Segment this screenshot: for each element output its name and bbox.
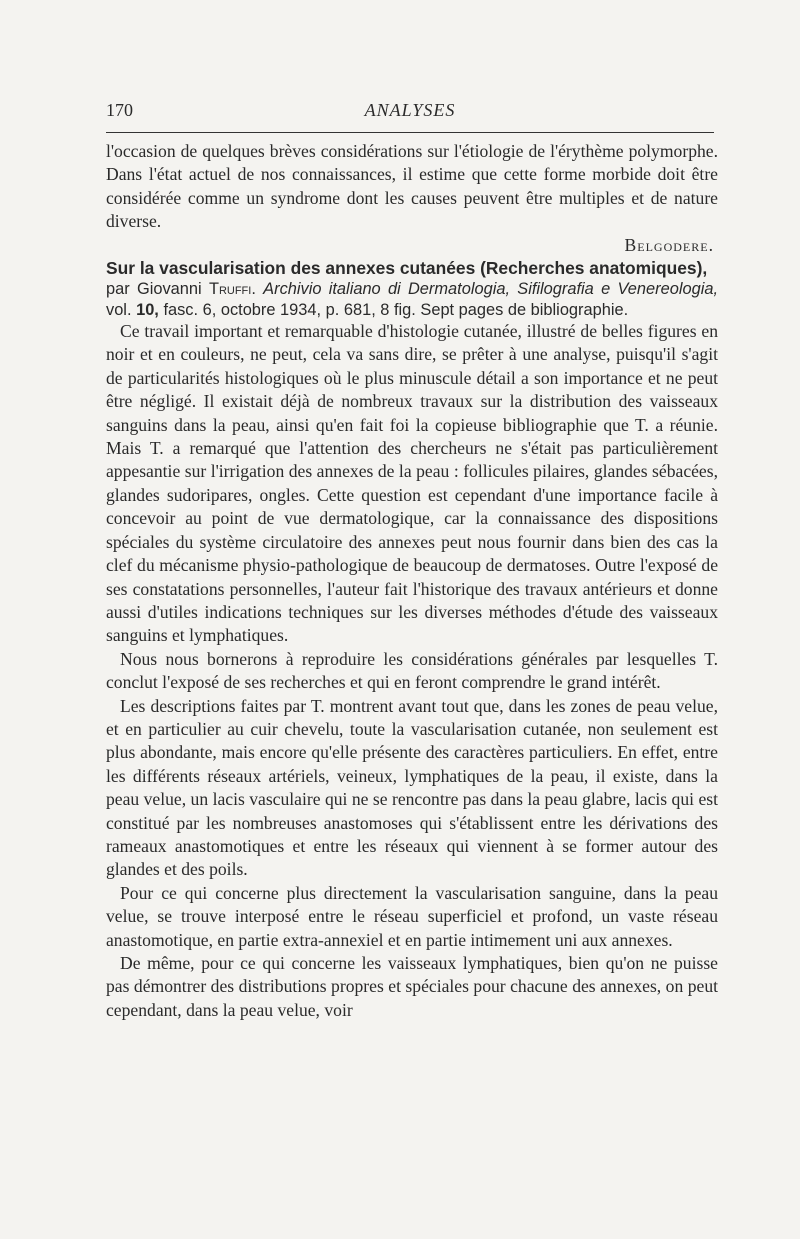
- page-number: 170: [106, 100, 133, 120]
- reviewer-signature: Belgodere.: [624, 234, 714, 255]
- body-paragraph-3: Les descriptions faites par T. montrent avant tout que, dans les zones de peau velue, et en particulier au cuir chevelu, toute la vascularisation cutanée, non seulement est plus abondante, mais encore qu'elle présente des caractères particuliers. En effet, entre les différents réseaux artériels, veineux, lymphatiques de la peau, il existe, dans la peau velue, un lacis vasculaire qui ne se rencontre pas dans la peau glabre, lacis qui est constitué par les nombreuses anastomoses qui s'établissent entre les dérivations des rameaux anastomotiques et entre les réseaux qui viennent à se former autour des glandes et des poils.: [106, 695, 718, 880]
- citation-journal: Archivio italiano di Dermatologia, Sifilografia e Venereologia,: [263, 280, 719, 299]
- intro-paragraph: l'occasion de quelques brèves considérations sur l'étiologie de l'érythème polymorphe. Dans l'état actuel de nos connaissances, il estime que cette forme morbide doit être considérée comme un syndrome dont les causes peuvent être multiples et de nature diverse.: [106, 141, 718, 232]
- body-paragraph-1: Ce travail important et remarquable d'histologie cutanée, illustré de belles figures en noir et en couleurs, ne peut, cela va sans dire, se prêter à une analyse, puisqu'il s'agit de particularités histologiques où le plus minuscule détail a son importance et ne peut être négligé. Il existait déjà de nombreux travaux sur la distribution des vaisseaux sanguins dans la peau, ainsi qu'en fait foi la copieuse bibliographie que T. a réunie. Mais T. a remarqué que l'attention des chercheurs ne s'était pas particulièrement appesantie sur l'irrigation des annexes de la peau : follicules pilaires, glandes sébacées, glandes sudoripares, ongles. Cette question est cependant d'une importance facile à concevoir au point de vue dermatologique, car la connaissance des dispositions spéciales du système circulatoire des annexes peut nous fournir dans bien des cas la clef du mécanisme physio-pathologique de beaucoup de dermatoses. Outre l'exposé de ses constatations personnelles, l'auteur fait l'historique des travaux antérieurs et donne aussi d'utiles indications techniques sur les diverses méthodes d'étude des vaisseaux sanguins et lymphatiques.: [106, 321, 718, 646]
- page-header: [106, 100, 714, 126]
- body-paragraph-5: De même, pour ce qui concerne les vaisseaux lymphatiques, bien qu'on ne puisse pas démontrer des distributions propres et spéciales pour chacune des annexes, on peut cependant, dans la peau velue, voir: [106, 953, 718, 1020]
- citation-author: Truffi.: [208, 280, 256, 299]
- citation-volume: 10,: [136, 300, 159, 319]
- header-rule: [106, 132, 714, 133]
- body-paragraph-2: Nous nous bornerons à reproduire les considérations générales par lesquelles T. conclut l'exposé de ses recherches et qui en feront comprendre le grand intérêt.: [106, 648, 718, 693]
- article-title: Sur la vascularisation des annexes cutanées (Recherches anatomiques),: [106, 258, 708, 279]
- article-citation: [106, 279, 718, 320]
- running-head: ANALYSES: [364, 100, 456, 120]
- body-paragraph-4: Pour ce qui concerne plus directement la vascularisation sanguine, dans la peau velue, se trouve interposé entre le réseau superficiel et profond, un vaste réseau anastomotique, en partie extra-annexiel et en partie intimement uni aux annexes.: [106, 882, 718, 950]
- citation-vol-label: vol.: [106, 300, 132, 319]
- page-body: [106, 140, 718, 1022]
- citation-details: fasc. 6, octobre 1934, p. 681, 8 fig. Sept pages de bibliographie.: [163, 300, 629, 319]
- citation-by: par Giovanni: [106, 280, 202, 299]
